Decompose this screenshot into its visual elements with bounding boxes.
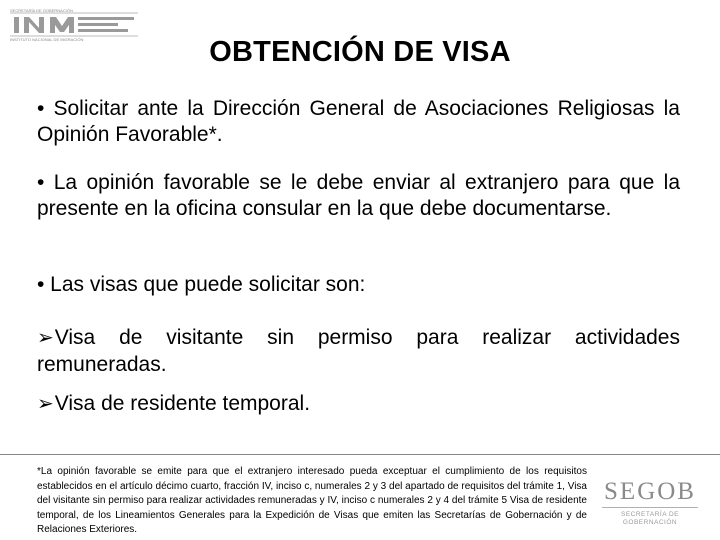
segob-subtitle: SECRETARÍA DE GOBERNACIÓN [602,507,698,527]
paragraph-visas-intro: • Las visas que puede solicitar son: [37,273,366,296]
paragraph-solicitar: • Solicitar ante la Dirección General de Asociaciones Religiosas la Opinión Favorable*. [37,97,680,146]
visa-item-residente [37,391,680,418]
page-title: OBTENCIÓN DE VISA [209,36,511,68]
arrow-bullet-icon: ➢ [37,393,54,415]
visa-item-visitante [37,325,680,377]
segob-name: SEGOB [604,478,696,505]
logo-bottom-text: INSTITUTO NACIONAL DE MIGRACIÓN [10,37,84,42]
visa-item-visitante-label: Visa de visitante sin permiso para realizar actividades remuneradas. [37,326,680,376]
footnote: *La opinión favorable se emite para que el extranjero interesado pueda exceptuar el cumplimiento de los requisitos establecidos en el artículo décimo cuarto, fracción IV, inciso c, numerales 2 y 3 del apartado de requisitos del trámite 1, Visa del visitante sin permiso para realizar actividades remuneradas y IV, inciso c numerales 2 y 4 del trámite 5 Visa de residente temporal, de los Lineamientos Generales para la Expedición de Visas que emiten las Secretarías de Gobernación y de Relaciones Exteriores. [37,466,587,536]
footnote-divider [0,454,720,455]
paragraph-opinion: • La opinión favorable se le debe enviar al extranjero para que la presente en la oficina consular en la que debe documentarse. [37,171,680,220]
arrow-bullet-icon: ➢ [37,327,54,349]
visa-item-residente-label: Visa de residente temporal. [54,392,311,415]
logo-top-text: SECRETARÍA DE GOBERNACIÓN [10,8,73,13]
segob-logo [598,478,702,524]
